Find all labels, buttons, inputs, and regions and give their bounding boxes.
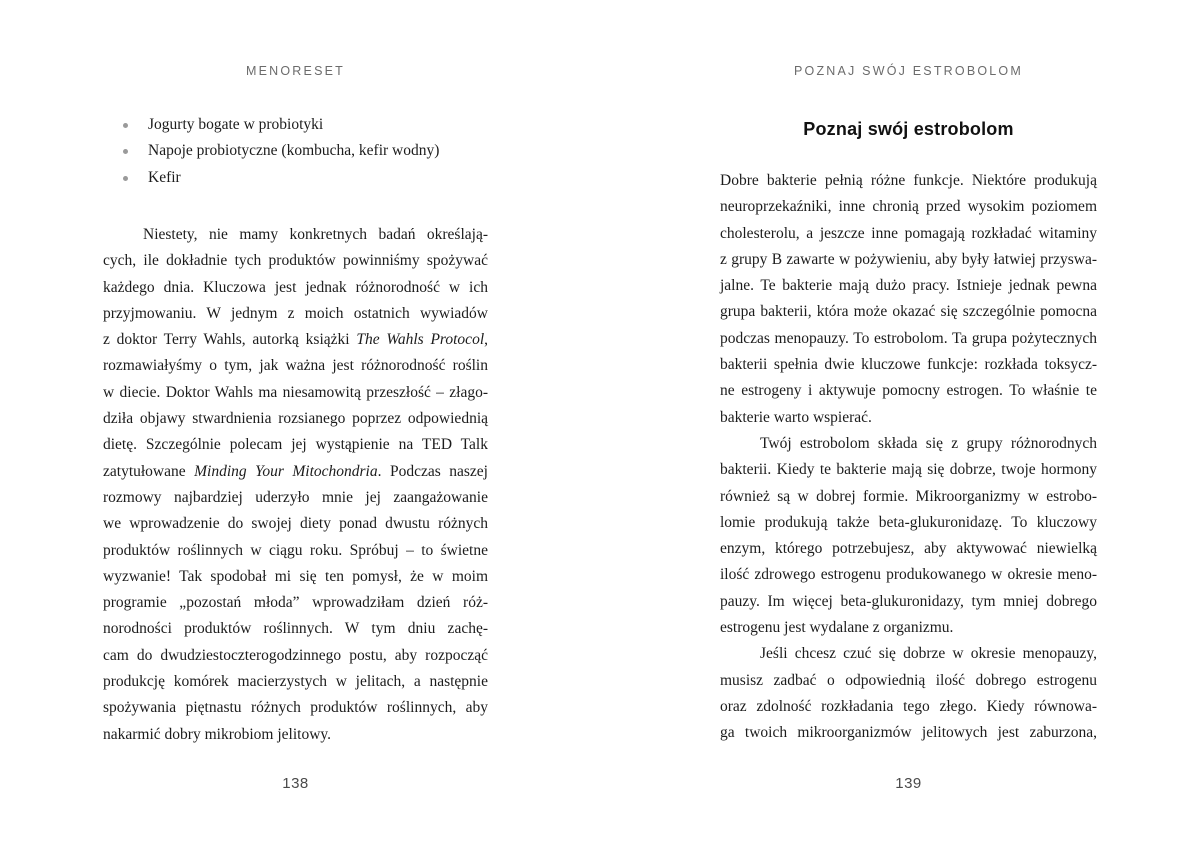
left-page: [103, 0, 488, 855]
bullet-icon: [123, 123, 128, 128]
bullet-text: Kefir: [148, 168, 181, 186]
text-line: przyjmowaniu. W jednym z moich ostatnich wywiadów: [103, 304, 488, 322]
bullet-icon: [123, 176, 128, 181]
text-line: produkcję komórek macierzystych w jelitach, a następnie: [103, 673, 488, 691]
text-line: estrogenu jest wydalane z organizmu.: [720, 619, 954, 637]
text-line: pauzy. Im więcej beta-glukuronidazy, tym mniej dobrego: [720, 592, 1097, 610]
text-line: rozmawiałyśmy o tym, jak ważna jest różnorodność roślin: [103, 357, 488, 375]
text-line: rozmowy najbardziej uderzyło mnie jej zaangażowanie: [103, 488, 488, 506]
list-item: [103, 112, 488, 138]
text-line: jalne. Te bakterie mają dużo pracy. Istnieje jednak pewna: [720, 277, 1097, 295]
text-line: norodności produktów roślinnych. W tym dniu zachę-: [103, 620, 488, 638]
left-body-text: [103, 222, 488, 748]
text-line: we wprowadzenie do swojej diety ponad dwustu różnych: [103, 515, 488, 533]
text-line: grupa bakterii, która może okazać się szczególnie pomocna: [720, 303, 1097, 321]
text-line: Twój estrobolom składa się z grupy różnorodnych: [760, 434, 1097, 452]
text-line: programie „pozostań młoda” wprowadziłam dzień róż-: [103, 594, 488, 612]
text-line: cholesterolu, a jeszcze inne pomagają rozkładać witaminy: [720, 224, 1097, 242]
text-line: neuroprzekaźniki, inne chronią przed wysokim poziomem: [720, 198, 1097, 216]
text-line: z grupy B zawarte w pożywieniu, aby były łatwiej przyswa-: [720, 250, 1097, 268]
running-header-left: MENORESET: [246, 64, 345, 78]
text-line: również są w dobrej formie. Mikroorganizmy w estrobo-: [720, 487, 1097, 505]
text-line: dietę. Szczególnie polecam jej wystąpienie na TED Talk: [103, 436, 488, 454]
text-line: wyzwanie! Tak spodobał mi się ten pomysł, że w moim: [103, 567, 488, 585]
right-page: [720, 0, 1097, 855]
bullet-text: Jogurty bogate w probiotyki: [148, 116, 324, 133]
page-number-right: 139: [895, 775, 922, 792]
list-item: [103, 165, 488, 191]
text-line: każdego dnia. Kluczowa jest jednak różnorodność w ich: [103, 278, 488, 296]
right-body-text: [720, 168, 1097, 747]
text-line: podczas menopauzy. To estrobolom. Ta grupa pożytecznych: [720, 329, 1097, 347]
text-line: Dobre bakterie pełnią różne funkcje. Niektóre produkują: [720, 172, 1097, 189]
list-item: [103, 138, 488, 164]
bullet-list: [103, 112, 488, 191]
text-line: ga twoich mikroorganizmów jelitowych jest zaburzona,: [720, 724, 1097, 742]
text-line: w diecie. Doktor Wahls ma niesamowitą przeszłość – złago-: [103, 383, 488, 401]
text-line: musisz zadbać o odpowiednią ilość dobrego estrogenu: [720, 671, 1097, 689]
text-line: dziła objawy stwardnienia rozsianego poprzez odpowiednią: [103, 410, 488, 428]
bullet-icon: [123, 149, 128, 154]
text-line: bakterie warto wspierać.: [720, 408, 872, 426]
text-line: Niestety, nie mamy konkretnych badań określają-: [143, 226, 488, 243]
running-header-right: POZNAJ SWÓJ ESTROBOLOM: [794, 64, 1023, 78]
text-line: nakarmić dobry mikrobiom jelitowy.: [103, 725, 332, 743]
text-line: cam do dwudziestoczterogodzinnego postu, aby rozpocząć: [103, 646, 488, 664]
bullet-text: Napoje probiotyczne (kombucha, kefir wodny): [148, 142, 440, 160]
text-line: z doktor Terry Wahls, autorką książki The Wahls Protocol,: [103, 331, 488, 349]
text-line: bakterii. Kiedy te bakterie mają się dobrze, twoje hormony: [720, 461, 1097, 479]
text-line: ilość zdrowego estrogenu produkowanego w okresie meno-: [720, 566, 1097, 584]
text-line: oraz zdolność rozkładania tego złego. Kiedy równowa-: [720, 697, 1097, 715]
text-line: cych, ile dokładnie tych produktów powinniśmy spożywać: [103, 252, 488, 270]
text-line: Jeśli chcesz czuć się dobrze w okresie menopauzy,: [760, 645, 1097, 663]
text-line: enzym, którego potrzebujesz, aby aktywować niewielką: [720, 540, 1097, 558]
text-line: lomie produkują także beta-glukuronidazę. To kluczowy: [720, 513, 1097, 531]
text-line: ne estrogeny i aktywuje pomocny estrogen. To właśnie te: [720, 382, 1097, 400]
text-line: spożywania piętnastu różnych produktów roślinnych, aby: [103, 699, 488, 717]
text-line: produktów roślinnych w ciągu roku. Spróbuj – to świetne: [103, 541, 488, 559]
text-line: zatytułowane Minding Your Mitochondria. Podczas naszej: [103, 462, 488, 480]
text-line: bakterii spełnia dwie kluczowe funkcje: rozkłada toksycz-: [720, 356, 1097, 374]
section-heading: Poznaj swój estrobolom: [803, 119, 1014, 139]
page-number-left: 138: [282, 775, 309, 792]
